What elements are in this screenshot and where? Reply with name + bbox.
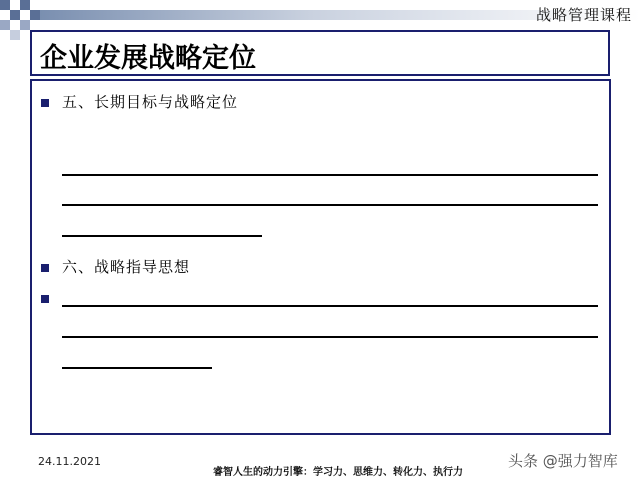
- blank-line: [62, 235, 262, 237]
- footer-tagline: 睿智人生的动力引擎：学习力、思维力、转化力、执行力: [213, 467, 463, 478]
- slide-title-box: [30, 30, 610, 76]
- list-item-label: 六、战略指导思想: [62, 258, 191, 276]
- slide-content-box: [30, 79, 611, 435]
- course-title: 战略管理课程: [535, 6, 632, 24]
- blank-line: [62, 204, 598, 206]
- blank-line: [62, 305, 598, 307]
- bullet-icon: [41, 99, 49, 107]
- blank-line: [62, 174, 598, 176]
- bullet-icon: [41, 295, 49, 303]
- slide-date: 24.11.2021: [38, 455, 101, 468]
- list-item-label: 五、长期目标与战略定位: [62, 93, 239, 111]
- blank-line: [62, 367, 212, 369]
- bullet-icon: [41, 264, 49, 272]
- blank-line: [62, 336, 598, 338]
- watermark: 头条 @强力智库: [508, 452, 618, 470]
- slide-title: 企业发展战略定位: [40, 43, 256, 74]
